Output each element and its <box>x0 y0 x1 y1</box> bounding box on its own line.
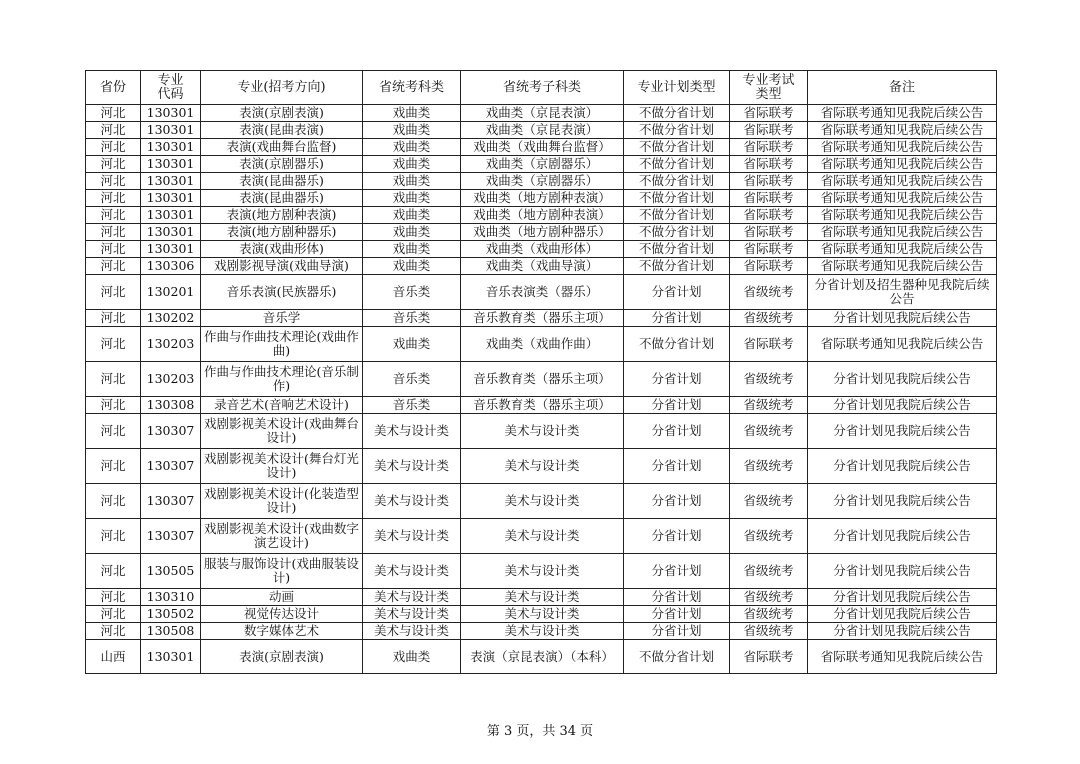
table-row <box>86 589 997 606</box>
cell-remarks: 省际联考通知见我院后续公告 <box>808 327 997 362</box>
cell-major-code: 130508 <box>141 623 201 640</box>
cell-remarks: 分省计划见我院后续公告 <box>808 484 997 519</box>
cell-exam-category: 戏曲类 <box>363 190 461 207</box>
cell-exam-type: 省级统考 <box>730 362 808 397</box>
cell-province: 河北 <box>86 207 141 224</box>
cell-province: 河北 <box>86 224 141 241</box>
cell-major-code: 130307 <box>141 519 201 554</box>
header-plan-type: 专业计划类型 <box>624 71 730 105</box>
cell-province: 河北 <box>86 484 141 519</box>
cell-province: 河北 <box>86 449 141 484</box>
admissions-table <box>85 70 997 674</box>
cell-remarks: 省际联考通知见我院后续公告 <box>808 139 997 156</box>
table-row <box>86 275 997 310</box>
cell-exam-type: 省级统考 <box>730 449 808 484</box>
cell-major-name: 表演(戏曲舞台监督) <box>201 139 363 156</box>
cell-major-name: 表演(昆曲器乐) <box>201 190 363 207</box>
cell-plan-type: 分省计划 <box>624 449 730 484</box>
cell-remarks: 分省计划见我院后续公告 <box>808 310 997 327</box>
cell-exam-subcategory: 戏曲类（戏曲形体） <box>461 241 624 258</box>
cell-exam-category: 戏曲类 <box>363 139 461 156</box>
cell-exam-category: 美术与设计类 <box>363 519 461 554</box>
header-exam-subcategory: 省统考子科类 <box>461 71 624 105</box>
cell-province: 河北 <box>86 589 141 606</box>
cell-province: 河北 <box>86 190 141 207</box>
cell-remarks: 分省计划见我院后续公告 <box>808 606 997 623</box>
cell-remarks: 分省计划见我院后续公告 <box>808 589 997 606</box>
header-exam-type: 专业考试 类型 <box>730 71 808 105</box>
table-row <box>86 122 997 139</box>
cell-major-name: 表演(昆曲器乐) <box>201 173 363 190</box>
header-remarks: 备注 <box>808 71 997 105</box>
cell-plan-type: 不做分省计划 <box>624 640 730 674</box>
table-row <box>86 327 997 362</box>
cell-exam-subcategory: 音乐教育类（器乐主项） <box>461 362 624 397</box>
table-row <box>86 241 997 258</box>
cell-remarks: 分省计划见我院后续公告 <box>808 414 997 449</box>
table-row <box>86 484 997 519</box>
cell-major-code: 130202 <box>141 310 201 327</box>
header-major-code: 专业 代码 <box>141 71 201 105</box>
cell-exam-category: 戏曲类 <box>363 105 461 122</box>
cell-remarks: 省际联考通知见我院后续公告 <box>808 207 997 224</box>
cell-exam-subcategory: 音乐教育类（器乐主项） <box>461 397 624 414</box>
cell-province: 河北 <box>86 554 141 589</box>
header-exam-category: 省统考科类 <box>363 71 461 105</box>
table-row <box>86 554 997 589</box>
cell-exam-category: 戏曲类 <box>363 640 461 674</box>
cell-exam-category: 美术与设计类 <box>363 623 461 640</box>
cell-exam-subcategory: 戏曲类（京剧器乐） <box>461 156 624 173</box>
table-row <box>86 258 997 275</box>
cell-major-code: 130301 <box>141 139 201 156</box>
cell-province: 河北 <box>86 241 141 258</box>
cell-exam-subcategory: 戏曲类（戏曲作曲） <box>461 327 624 362</box>
table-row <box>86 173 997 190</box>
cell-exam-category: 戏曲类 <box>363 224 461 241</box>
cell-major-name: 视觉传达设计 <box>201 606 363 623</box>
cell-exam-category: 戏曲类 <box>363 122 461 139</box>
cell-major-code: 130301 <box>141 241 201 258</box>
cell-exam-subcategory: 戏曲类（地方剧种器乐） <box>461 224 624 241</box>
table-row <box>86 640 997 674</box>
header-major-name: 专业(招考方向) <box>201 71 363 105</box>
cell-exam-subcategory: 戏曲类（京昆表演） <box>461 105 624 122</box>
cell-remarks: 省际联考通知见我院后续公告 <box>808 122 997 139</box>
cell-exam-type: 省际联考 <box>730 156 808 173</box>
table-row <box>86 623 997 640</box>
cell-exam-subcategory: 美术与设计类 <box>461 606 624 623</box>
cell-major-name: 作曲与作曲技术理论(戏曲作曲) <box>201 327 363 362</box>
cell-exam-type: 省级统考 <box>730 397 808 414</box>
cell-plan-type: 分省计划 <box>624 484 730 519</box>
table-row <box>86 362 997 397</box>
cell-major-code: 130301 <box>141 207 201 224</box>
cell-plan-type: 分省计划 <box>624 414 730 449</box>
cell-major-name: 服装与服饰设计(戏曲服装设计) <box>201 554 363 589</box>
table-row <box>86 224 997 241</box>
cell-major-code: 130307 <box>141 484 201 519</box>
cell-remarks: 省际联考通知见我院后续公告 <box>808 224 997 241</box>
cell-remarks: 省际联考通知见我院后续公告 <box>808 190 997 207</box>
cell-major-code: 130307 <box>141 449 201 484</box>
cell-exam-subcategory: 美术与设计类 <box>461 623 624 640</box>
cell-exam-category: 音乐类 <box>363 275 461 310</box>
cell-exam-subcategory: 戏曲类（戏曲导演） <box>461 258 624 275</box>
cell-province: 河北 <box>86 275 141 310</box>
cell-major-name: 戏剧影视美术设计(戏曲舞台设计) <box>201 414 363 449</box>
cell-province: 山西 <box>86 640 141 674</box>
table-row <box>86 449 997 484</box>
table-row <box>86 397 997 414</box>
cell-exam-type: 省际联考 <box>730 105 808 122</box>
cell-major-name: 表演(戏曲形体) <box>201 241 363 258</box>
cell-major-name: 表演(地方剧种表演) <box>201 207 363 224</box>
cell-exam-type: 省际联考 <box>730 190 808 207</box>
cell-exam-type: 省级统考 <box>730 519 808 554</box>
cell-exam-category: 美术与设计类 <box>363 414 461 449</box>
cell-exam-subcategory: 美术与设计类 <box>461 589 624 606</box>
page-number: 第 3 页，共 34 页 <box>486 724 594 739</box>
cell-major-name: 戏剧影视美术设计(戏曲数字演艺设计) <box>201 519 363 554</box>
cell-exam-type: 省际联考 <box>730 207 808 224</box>
cell-remarks: 省际联考通知见我院后续公告 <box>808 105 997 122</box>
table-row <box>86 519 997 554</box>
table-row <box>86 139 997 156</box>
cell-exam-subcategory: 表演（京昆表演）（本科） <box>461 640 624 674</box>
cell-exam-subcategory: 音乐教育类（器乐主项） <box>461 310 624 327</box>
cell-exam-category: 美术与设计类 <box>363 554 461 589</box>
cell-province: 河北 <box>86 139 141 156</box>
cell-major-name: 数字媒体艺术 <box>201 623 363 640</box>
cell-exam-category: 戏曲类 <box>363 173 461 190</box>
cell-plan-type: 不做分省计划 <box>624 139 730 156</box>
cell-exam-category: 戏曲类 <box>363 241 461 258</box>
cell-plan-type: 分省计划 <box>624 589 730 606</box>
cell-major-code: 130203 <box>141 327 201 362</box>
cell-exam-subcategory: 戏曲类（京剧器乐） <box>461 173 624 190</box>
table-row <box>86 606 997 623</box>
cell-province: 河北 <box>86 414 141 449</box>
cell-province: 河北 <box>86 173 141 190</box>
table-row <box>86 105 997 122</box>
cell-remarks: 省际联考通知见我院后续公告 <box>808 241 997 258</box>
table-row <box>86 156 997 173</box>
cell-major-name: 表演(京剧表演) <box>201 640 363 674</box>
cell-major-code: 130301 <box>141 173 201 190</box>
cell-remarks: 分省计划及招生器种见我院后续公告 <box>808 275 997 310</box>
cell-plan-type: 不做分省计划 <box>624 190 730 207</box>
cell-plan-type: 不做分省计划 <box>624 122 730 139</box>
cell-exam-type: 省级统考 <box>730 606 808 623</box>
cell-plan-type: 分省计划 <box>624 397 730 414</box>
cell-major-code: 130301 <box>141 122 201 139</box>
cell-major-name: 表演(地方剧种器乐) <box>201 224 363 241</box>
cell-major-name: 表演(京剧器乐) <box>201 156 363 173</box>
cell-exam-type: 省级统考 <box>730 589 808 606</box>
cell-major-name: 录音艺术(音响艺术设计) <box>201 397 363 414</box>
cell-plan-type: 不做分省计划 <box>624 241 730 258</box>
cell-exam-subcategory: 美术与设计类 <box>461 519 624 554</box>
cell-exam-type: 省际联考 <box>730 173 808 190</box>
cell-plan-type: 分省计划 <box>624 275 730 310</box>
cell-major-code: 130502 <box>141 606 201 623</box>
cell-major-name: 音乐表演(民族器乐) <box>201 275 363 310</box>
cell-exam-type: 省级统考 <box>730 310 808 327</box>
cell-exam-type: 省级统考 <box>730 554 808 589</box>
cell-major-name: 表演(昆曲表演) <box>201 122 363 139</box>
cell-exam-category: 音乐类 <box>363 397 461 414</box>
cell-exam-type: 省级统考 <box>730 484 808 519</box>
cell-remarks: 省际联考通知见我院后续公告 <box>808 258 997 275</box>
cell-major-code: 130201 <box>141 275 201 310</box>
table-body <box>86 105 997 674</box>
cell-exam-category: 美术与设计类 <box>363 589 461 606</box>
cell-remarks: 省际联考通知见我院后续公告 <box>808 173 997 190</box>
cell-province: 河北 <box>86 258 141 275</box>
cell-remarks: 分省计划见我院后续公告 <box>808 449 997 484</box>
cell-exam-type: 省级统考 <box>730 275 808 310</box>
table-row <box>86 190 997 207</box>
cell-exam-category: 戏曲类 <box>363 258 461 275</box>
cell-province: 河北 <box>86 606 141 623</box>
cell-major-name: 戏剧影视美术设计(舞台灯光设计) <box>201 449 363 484</box>
cell-major-code: 130301 <box>141 156 201 173</box>
cell-exam-subcategory: 戏曲类（京昆表演） <box>461 122 624 139</box>
cell-province: 河北 <box>86 156 141 173</box>
cell-exam-subcategory: 戏曲类（地方剧种表演） <box>461 207 624 224</box>
cell-major-code: 130307 <box>141 414 201 449</box>
cell-exam-category: 美术与设计类 <box>363 606 461 623</box>
cell-remarks: 分省计划见我院后续公告 <box>808 362 997 397</box>
cell-exam-category: 戏曲类 <box>363 156 461 173</box>
cell-remarks: 分省计划见我院后续公告 <box>808 623 997 640</box>
cell-plan-type: 分省计划 <box>624 623 730 640</box>
cell-exam-type: 省际联考 <box>730 258 808 275</box>
cell-exam-subcategory: 美术与设计类 <box>461 484 624 519</box>
cell-exam-subcategory: 戏曲类（地方剧种表演） <box>461 190 624 207</box>
cell-exam-type: 省际联考 <box>730 640 808 674</box>
cell-exam-category: 戏曲类 <box>363 327 461 362</box>
cell-remarks: 分省计划见我院后续公告 <box>808 397 997 414</box>
cell-province: 河北 <box>86 623 141 640</box>
cell-remarks: 分省计划见我院后续公告 <box>808 554 997 589</box>
cell-major-name: 表演(京剧表演) <box>201 105 363 122</box>
table-header-row <box>86 71 997 105</box>
cell-major-code: 130310 <box>141 589 201 606</box>
table-row <box>86 310 997 327</box>
cell-exam-category: 戏曲类 <box>363 207 461 224</box>
cell-major-code: 130301 <box>141 640 201 674</box>
cell-exam-type: 省际联考 <box>730 327 808 362</box>
cell-exam-type: 省际联考 <box>730 139 808 156</box>
cell-province: 河北 <box>86 327 141 362</box>
cell-exam-type: 省际联考 <box>730 241 808 258</box>
cell-plan-type: 不做分省计划 <box>624 258 730 275</box>
cell-plan-type: 分省计划 <box>624 554 730 589</box>
cell-exam-subcategory: 戏曲类（戏曲舞台监督） <box>461 139 624 156</box>
cell-province: 河北 <box>86 519 141 554</box>
cell-plan-type: 不做分省计划 <box>624 173 730 190</box>
table-row <box>86 414 997 449</box>
cell-major-code: 130505 <box>141 554 201 589</box>
cell-exam-type: 省际联考 <box>730 224 808 241</box>
cell-plan-type: 不做分省计划 <box>624 207 730 224</box>
cell-exam-type: 省级统考 <box>730 623 808 640</box>
cell-plan-type: 分省计划 <box>624 362 730 397</box>
table-row <box>86 207 997 224</box>
cell-major-name: 作曲与作曲技术理论(音乐制作) <box>201 362 363 397</box>
cell-major-name: 音乐学 <box>201 310 363 327</box>
cell-remarks: 分省计划见我院后续公告 <box>808 519 997 554</box>
cell-exam-subcategory: 美术与设计类 <box>461 414 624 449</box>
cell-plan-type: 分省计划 <box>624 519 730 554</box>
cell-major-code: 130308 <box>141 397 201 414</box>
cell-exam-category: 音乐类 <box>363 310 461 327</box>
cell-major-name: 戏剧影视导演(戏曲导演) <box>201 258 363 275</box>
cell-province: 河北 <box>86 362 141 397</box>
cell-major-code: 130301 <box>141 224 201 241</box>
cell-exam-type: 省级统考 <box>730 414 808 449</box>
cell-plan-type: 不做分省计划 <box>624 156 730 173</box>
cell-province: 河北 <box>86 397 141 414</box>
cell-plan-type: 不做分省计划 <box>624 327 730 362</box>
cell-province: 河北 <box>86 105 141 122</box>
cell-remarks: 省际联考通知见我院后续公告 <box>808 640 997 674</box>
cell-plan-type: 不做分省计划 <box>624 105 730 122</box>
cell-province: 河北 <box>86 122 141 139</box>
cell-major-name: 戏剧影视美术设计(化装造型设计) <box>201 484 363 519</box>
cell-exam-subcategory: 美术与设计类 <box>461 554 624 589</box>
header-province: 省份 <box>86 71 141 105</box>
cell-plan-type: 分省计划 <box>624 310 730 327</box>
cell-exam-type: 省际联考 <box>730 122 808 139</box>
cell-major-code: 130306 <box>141 258 201 275</box>
cell-major-name: 动画 <box>201 589 363 606</box>
cell-major-code: 130203 <box>141 362 201 397</box>
cell-exam-category: 美术与设计类 <box>363 449 461 484</box>
cell-plan-type: 不做分省计划 <box>624 224 730 241</box>
cell-major-code: 130301 <box>141 105 201 122</box>
cell-major-code: 130301 <box>141 190 201 207</box>
cell-exam-category: 音乐类 <box>363 362 461 397</box>
cell-exam-category: 美术与设计类 <box>363 484 461 519</box>
cell-exam-subcategory: 音乐表演类（器乐） <box>461 275 624 310</box>
cell-remarks: 省际联考通知见我院后续公告 <box>808 156 997 173</box>
cell-plan-type: 分省计划 <box>624 606 730 623</box>
cell-province: 河北 <box>86 310 141 327</box>
cell-exam-subcategory: 美术与设计类 <box>461 449 624 484</box>
